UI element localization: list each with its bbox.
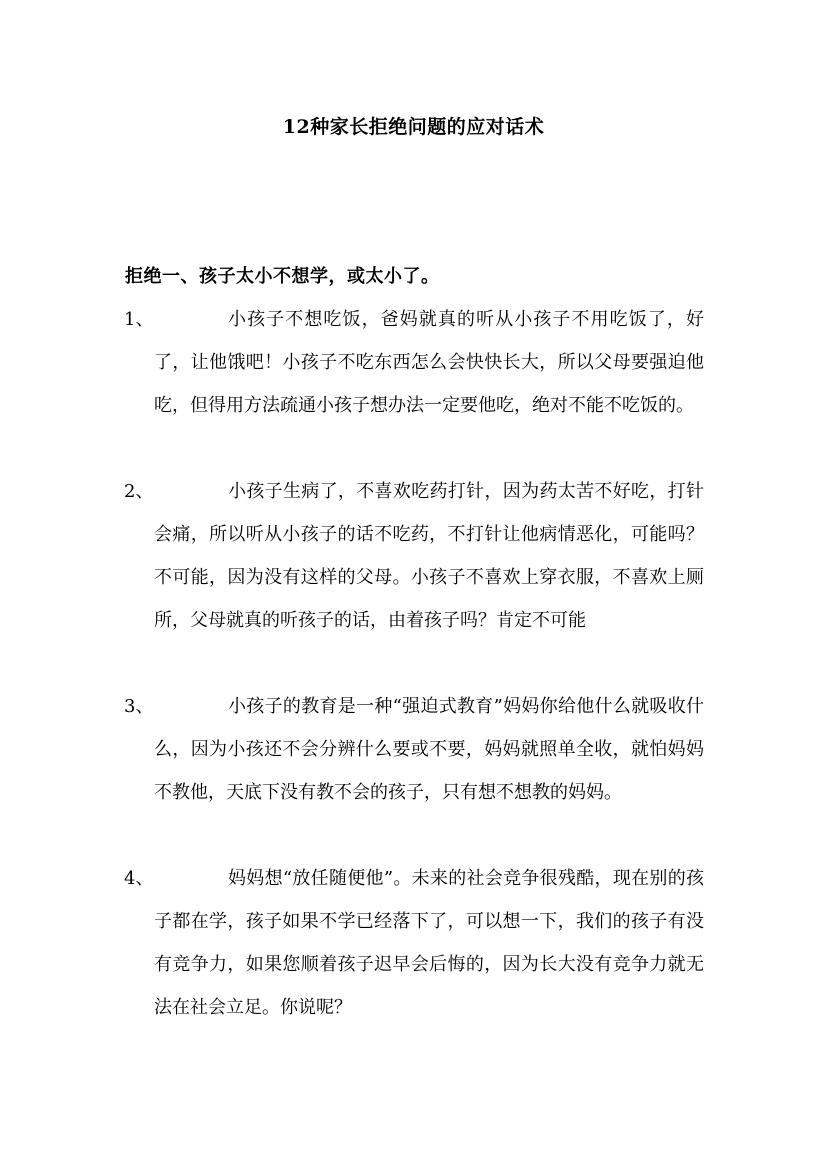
list-item	[124, 298, 704, 427]
list-item-number: 4、	[124, 868, 154, 889]
list-item-text: 小孩子不想吃饭，爸妈就真的听从小孩子不用吃饭了，好了，让他饿吧！小孩子不吃东西怎么会快快长大，所以父母要强迫他吃，但得用方法疏通小孩子想办法一定要他吃，绝对不能不吃饭的。	[154, 309, 704, 416]
section-heading: 拒绝一、孩子太小不想学，或太小了。	[125, 266, 440, 287]
list-item-text: 小孩子的教育是一种“强迫式教育”妈妈你给他什么就吸收什么，因为小孩还不会分辨什么要或不要，妈妈就照单全收，就怕妈妈不教他，天底下没有教不会的孩子，只有想不想教的妈妈。	[154, 696, 704, 803]
list-item	[124, 685, 704, 814]
list-item	[124, 857, 704, 1029]
list-item-text: 小孩子生病了，不喜欢吃药打针，因为药太苦不好吃，打针会痛，所以听从小孩子的话不吃药，不打针让他病情恶化，可能吗？不可能，因为没有这样的父母。小孩子不喜欢上穿衣服，不喜欢上厕所，父母就真的听孩子的话，由着孩子吗？肯定不可能	[154, 481, 704, 631]
list-item-number: 1、	[124, 309, 154, 330]
list-item	[124, 470, 704, 642]
list-item-text: 妈妈想“放任随便他”。未来的社会竞争很残酷，现在别的孩子都在学，孩子如果不学已经落下了，可以想一下，我们的孩子有没有竞争力，如果您顺着孩子迟早会后悔的，因为长大没有竞争力就无法在社会立足。你说呢？	[154, 868, 704, 1018]
list-item-number: 2、	[124, 481, 154, 502]
document-title: 12种家长拒绝问题的应对话术	[282, 116, 545, 138]
list-item-number: 3、	[124, 696, 154, 717]
